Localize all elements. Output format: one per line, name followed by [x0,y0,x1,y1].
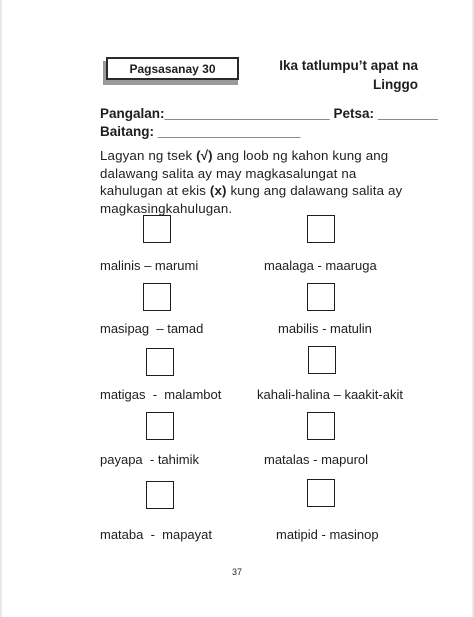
answer-checkbox-2-right[interactable] [307,283,335,311]
instructions [100,147,420,217]
answer-checkbox-2-left[interactable] [143,283,171,311]
answer-checkbox-5-left[interactable] [146,481,174,509]
word-pair-2-left: masipag – tamad [100,321,204,336]
word-pair-3-right: kahali-halina – kaakit-akit [257,387,403,402]
week-title-line2: Linggo [373,77,418,92]
check-mark-symbol: (√) [196,148,213,163]
answer-checkbox-3-right[interactable] [308,346,336,374]
grade-field[interactable]: Baitang: ___________________ [100,124,301,139]
answer-checkbox-4-right[interactable] [307,412,335,440]
instructions-part2: ang loob ng kahon kung ang dalawang salita ay may magkasalungat na kahulugan at ekis [100,148,389,198]
instructions-part3: kung ang dalawang salita ay magkasingkahulugan. [100,183,403,216]
word-pair-4-right: matalas - mapurol [264,452,369,467]
word-pair-5-left: mataba - mapayat [100,527,212,542]
exercise-label [106,57,239,80]
word-pair-3-left: matigas - malambot [100,387,222,402]
week-title [250,56,418,94]
answer-checkbox-5-right[interactable] [307,479,335,507]
week-title-line1: Ika tatlumpu’t apat na [279,58,418,73]
word-pair-4-left: payapa - tahimik [100,452,199,467]
word-pair-5-right: matipid - masinop [276,527,379,542]
exercise-label-text: Pagsasanay 30 [129,61,216,76]
instructions-part1: Lagyan ng tsek [100,148,197,163]
answer-checkbox-1-left[interactable] [143,215,171,243]
answer-checkbox-1-right[interactable] [307,215,335,243]
word-pair-1-right: maalaga - maaruga [264,258,377,273]
name-date-field[interactable]: Pangalan:______________________ Petsa: ________ [100,106,438,121]
answer-checkbox-3-left[interactable] [146,348,174,376]
word-pair-2-right: mabilis - matulin [278,321,372,336]
cross-mark-symbol: (x) [209,183,227,198]
word-pair-1-left: malinis – marumi [100,258,199,273]
page-number: 37 [231,567,242,577]
answer-checkbox-4-left[interactable] [146,412,174,440]
